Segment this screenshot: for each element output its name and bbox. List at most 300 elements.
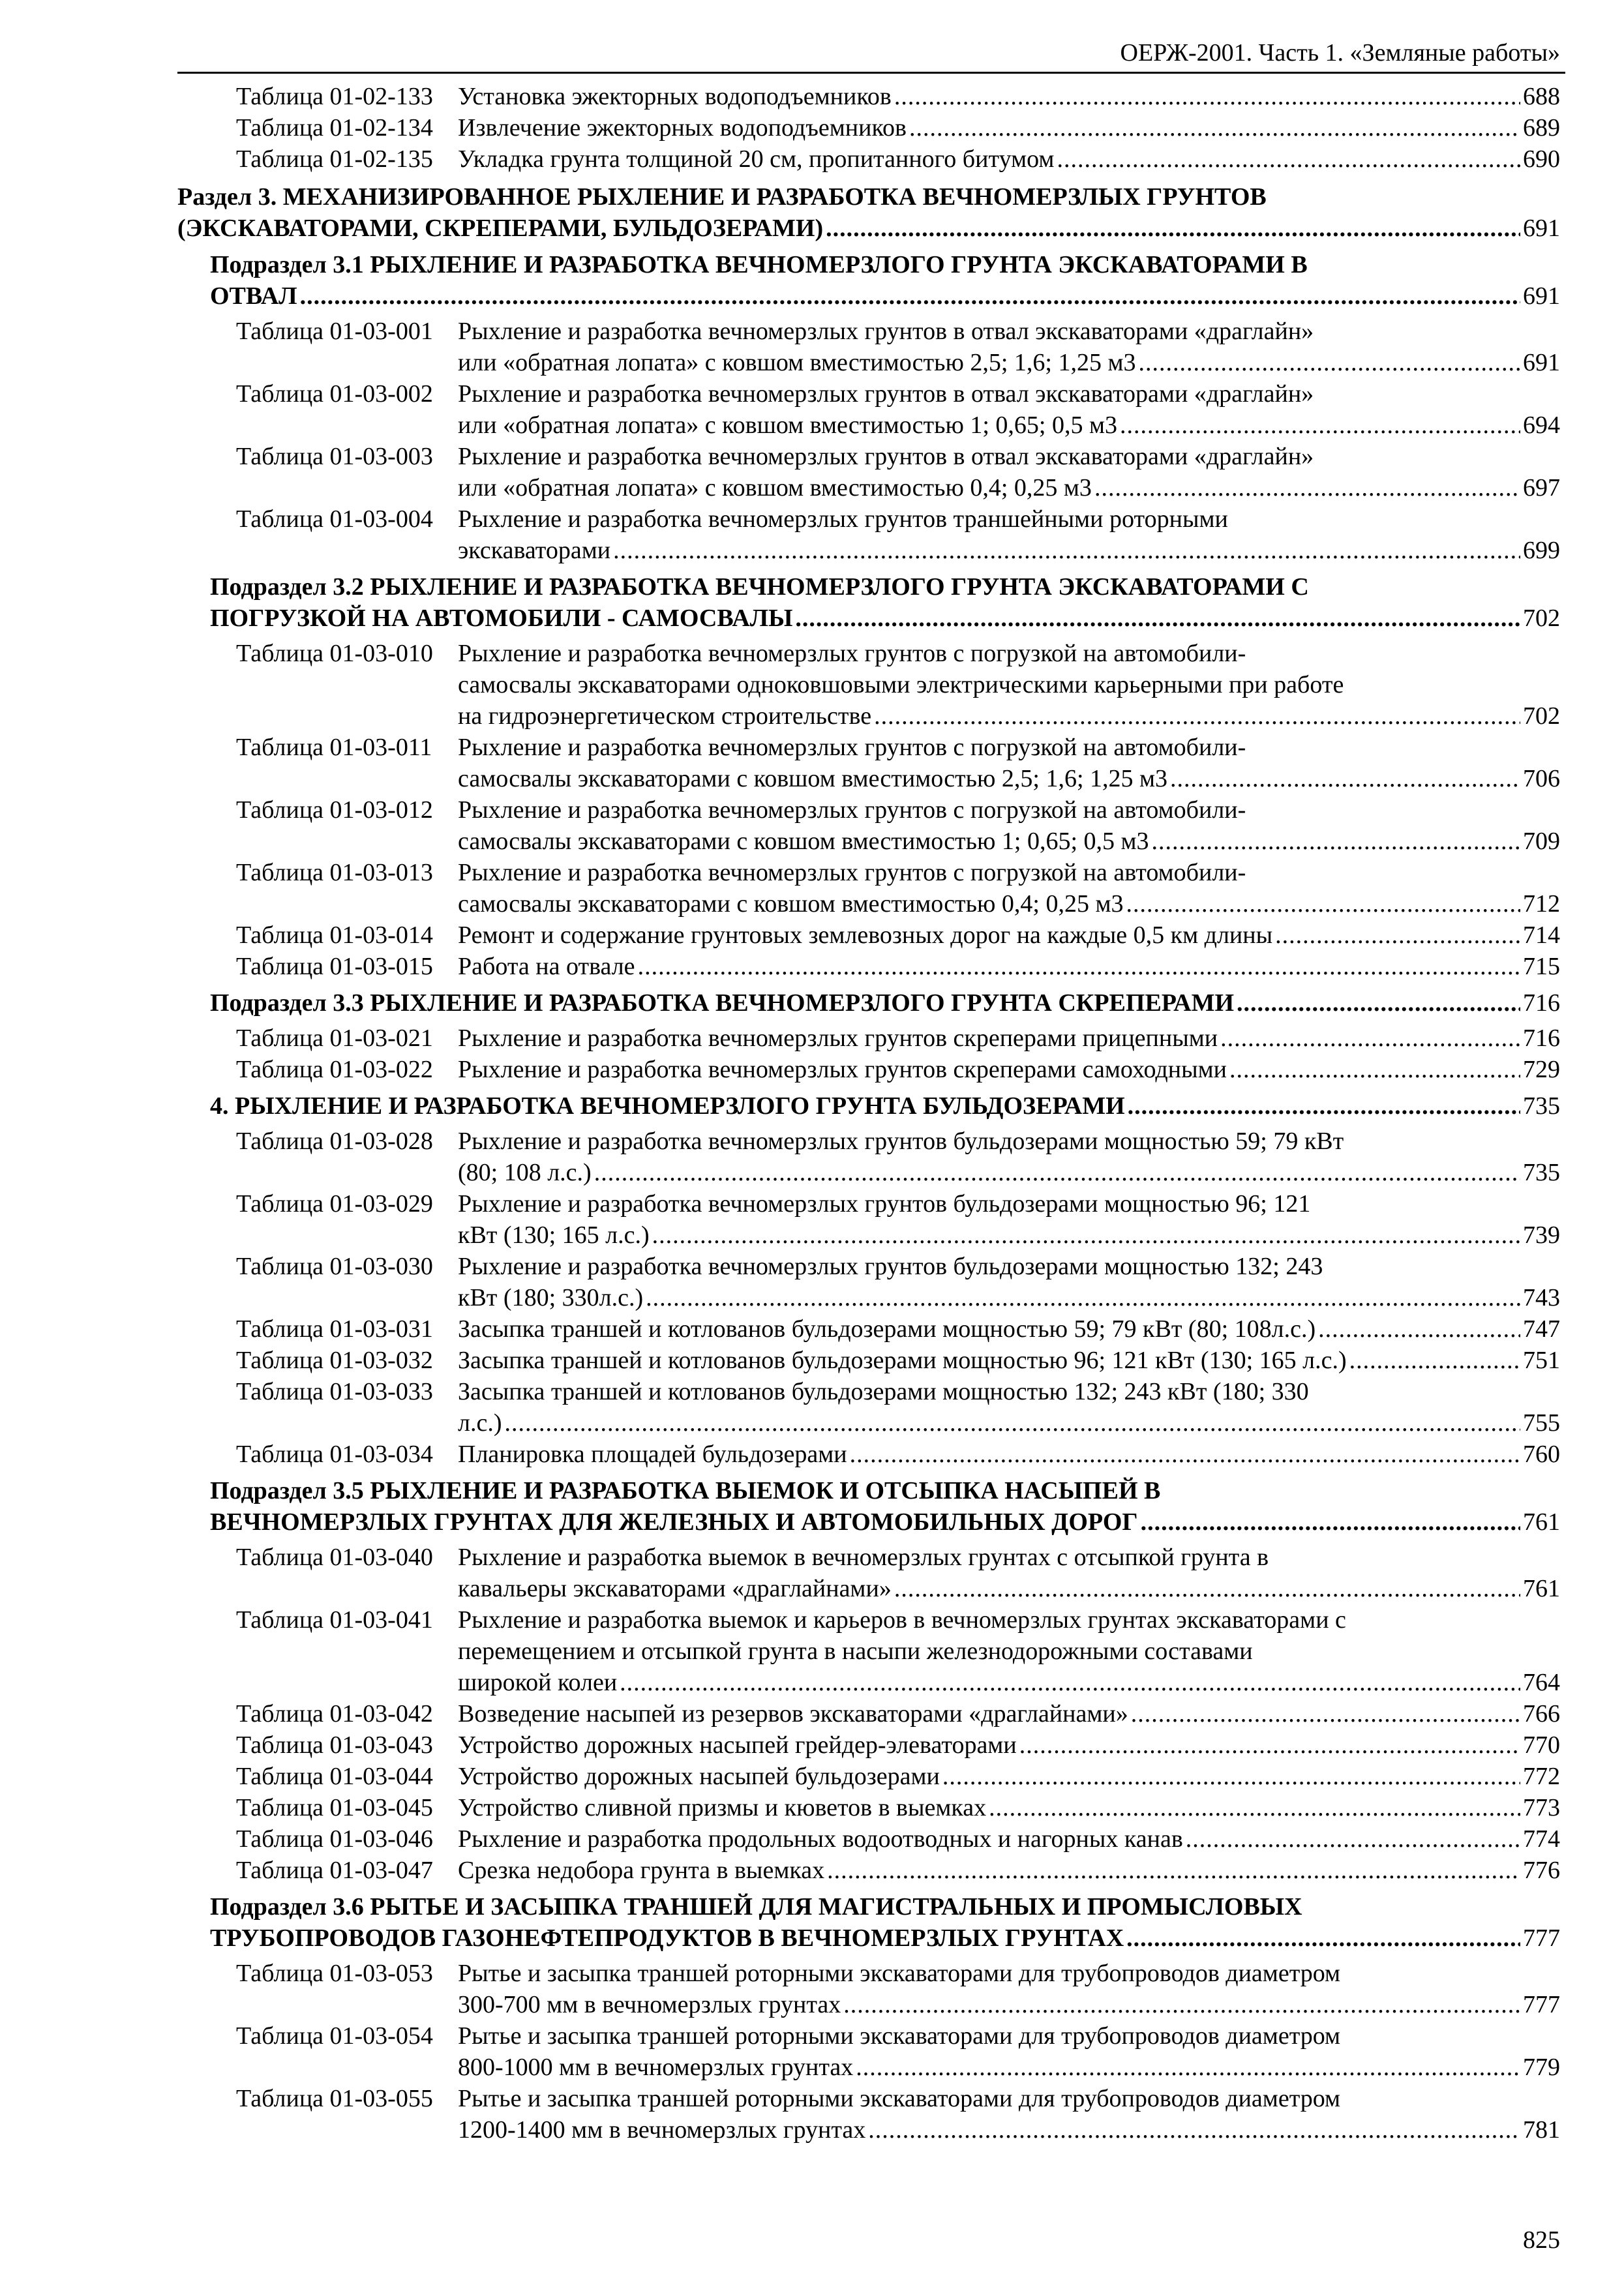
toc-text: экскаваторами: [458, 537, 611, 564]
toc-line: [458, 1407, 1560, 1439]
dot-leader: [1237, 987, 1520, 1019]
toc-text: Устройство дорожных насыпей грейдер-элеваторами: [458, 1731, 1017, 1759]
toc-text: Засыпка траншей и котлованов бульдозерами мощностью 59; 79 кВт (80; 108л.с.): [458, 1315, 1316, 1343]
toc-subsection-heading[interactable]: [177, 1891, 1560, 1954]
table-code: Таблица 01-03-012: [236, 796, 433, 824]
toc-page-number: 751: [1523, 1347, 1560, 1374]
toc-line: [458, 2083, 1560, 2114]
toc-line: [458, 920, 1560, 951]
toc-page-number: 689: [1523, 114, 1560, 142]
toc-text: л.с.): [458, 1409, 502, 1437]
table-code: Таблица 01-03-003: [236, 443, 433, 470]
toc-table-entry[interactable]: [177, 732, 1560, 794]
dot-leader: [1170, 763, 1520, 794]
toc-page-number: 729: [1523, 1056, 1560, 1083]
toc-line: [458, 1989, 1560, 2020]
toc-line: [458, 732, 1560, 763]
dot-leader: [300, 280, 1520, 312]
dot-leader: [1131, 1698, 1520, 1729]
table-code: Таблица 01-03-015: [236, 953, 433, 980]
toc-line: [458, 1542, 1560, 1573]
toc-page-number: 714: [1523, 921, 1560, 949]
toc-table-entry[interactable]: [177, 1345, 1560, 1376]
toc-text: ПОГРУЗКОЙ НА АВТОМОБИЛИ - САМОСВАЛЫ: [210, 605, 793, 632]
table-title: [458, 112, 1560, 143]
table-title: [458, 143, 1560, 175]
toc-line: [458, 826, 1560, 857]
dot-leader: [856, 2052, 1520, 2083]
toc-line: [458, 1313, 1560, 1345]
table-title: [458, 794, 1560, 857]
toc-table-entry[interactable]: [177, 1313, 1560, 1345]
toc-line: [210, 1475, 1560, 1506]
toc-page-number: 691: [1523, 215, 1560, 242]
table-title: [458, 1855, 1560, 1886]
dot-leader: [1120, 410, 1520, 441]
toc-page-number: 743: [1523, 1284, 1560, 1311]
toc-table-entry[interactable]: [177, 1698, 1560, 1729]
table-title: [458, 1376, 1560, 1439]
dot-leader: [942, 1761, 1520, 1792]
dot-leader: [1128, 1090, 1520, 1122]
dot-leader: [1094, 472, 1520, 503]
toc-text: Рытье и засыпка траншей роторными экскаваторами для трубопроводов диаметром: [458, 2085, 1341, 2112]
toc-text: Рыхление и разработка вечномерзлых грунтов в отвал экскаваторами «драглайн»: [458, 380, 1314, 408]
toc-line: [458, 143, 1560, 175]
toc-line: [458, 1761, 1560, 1792]
dot-leader: [843, 1989, 1520, 2020]
toc-subsection-heading[interactable]: [177, 987, 1560, 1019]
toc-subsection-heading[interactable]: [177, 1090, 1560, 1122]
toc-table-entry[interactable]: [177, 1188, 1560, 1251]
toc-section-heading[interactable]: [177, 181, 1560, 244]
toc-page-number: 702: [1523, 702, 1560, 730]
toc-text: или «обратная лопата» с ковшом вместимостью 0,4; 0,25 м3: [458, 474, 1092, 501]
table-title: [458, 1023, 1560, 1054]
table-title: [458, 378, 1560, 441]
table-title: [458, 503, 1560, 566]
table-title: [458, 732, 1560, 794]
toc-line: [458, 378, 1560, 410]
dot-leader: [826, 213, 1520, 244]
table-code: Таблица 01-03-021: [236, 1025, 433, 1052]
toc-text: Рыхление и разработка выемок в вечномерзлых грунтах с отсыпкой грунта в: [458, 1544, 1269, 1571]
toc-subsection-heading[interactable]: [177, 571, 1560, 634]
toc-page-number: 773: [1523, 1794, 1560, 1821]
toc-text: 4. РЫХЛЕНИЕ И РАЗРАБОТКА ВЕЧНОМЕРЗЛОГО ГРУНТА БУЛЬДОЗЕРАМИ: [210, 1092, 1125, 1120]
toc-page-number: 691: [1523, 282, 1560, 310]
dot-leader: [1126, 888, 1521, 920]
toc-text: Устройство сливной призмы и кюветов в выемках: [458, 1794, 987, 1821]
toc-text: Подраздел 3.1 РЫХЛЕНИЕ И РАЗРАБОТКА ВЕЧНОМЕРЗЛОГО ГРУНТА ЭКСКАВАТОРАМИ В: [210, 251, 1308, 278]
toc-text: 800-1000 мм в вечномерзлых грунтах: [458, 2054, 854, 2081]
table-title: [458, 1439, 1560, 1470]
running-header: ОЕРЖ-2001. Часть 1. «Земляные работы»: [1120, 39, 1560, 67]
toc-page-number: 716: [1523, 989, 1560, 1017]
toc-line: [458, 1573, 1560, 1604]
toc-table-entry[interactable]: [177, 2083, 1560, 2146]
toc-text: самосвалы экскаваторами с ковшом вместимостью 2,5; 1,6; 1,25 м3: [458, 765, 1168, 792]
dot-leader: [894, 1573, 1520, 1604]
table-code: Таблица 01-03-046: [236, 1825, 433, 1853]
toc-page-number: 755: [1523, 1409, 1560, 1437]
toc-line: [210, 571, 1560, 603]
toc-line: [210, 1090, 1560, 1122]
toc-line: [458, 1023, 1560, 1054]
toc-line: [458, 1855, 1560, 1886]
toc-page-number: 779: [1523, 2054, 1560, 2081]
toc-line: [458, 1439, 1560, 1470]
header-rule: [177, 72, 1565, 74]
toc-table-entry[interactable]: [177, 638, 1560, 732]
table-title: [458, 2020, 1560, 2083]
toc-text: перемещением и отсыпкой грунта в насыпи железнодорожными составами: [458, 1638, 1253, 1665]
toc-text: Устройство дорожных насыпей бульдозерами: [458, 1763, 940, 1790]
table-title: [458, 1054, 1560, 1085]
toc-table-entry[interactable]: [177, 1126, 1560, 1188]
toc-text: Рыхление и разработка вечномерзлых грунтов с погрузкой на автомобили-: [458, 796, 1246, 824]
table-title: [458, 857, 1560, 920]
toc-table-entry[interactable]: [177, 1054, 1560, 1085]
toc-line: [458, 410, 1560, 441]
table-code: Таблица 01-03-014: [236, 921, 433, 949]
toc-table-entry[interactable]: [177, 81, 1560, 112]
toc-line: [458, 2020, 1560, 2052]
toc-line: [458, 638, 1560, 669]
page-number: 825: [1523, 2226, 1560, 2254]
dot-leader: [909, 112, 1520, 143]
toc-table-entry[interactable]: [177, 951, 1560, 982]
dot-leader: [1220, 1023, 1520, 1054]
toc-text: Рыхление и разработка вечномерзлых грунтов скреперами прицепными: [458, 1025, 1218, 1052]
toc-page-number: 781: [1523, 2116, 1560, 2144]
dot-leader: [1275, 920, 1520, 951]
toc-line: [210, 603, 1560, 634]
toc-line: [458, 1729, 1560, 1761]
toc-text: Укладка грунта толщиной 20 см, пропитанного битумом: [458, 145, 1055, 173]
table-code: Таблица 01-03-031: [236, 1315, 433, 1343]
toc-subsection-heading[interactable]: [177, 1475, 1560, 1538]
table-title: [458, 1729, 1560, 1761]
toc-table-entry[interactable]: [177, 920, 1560, 951]
dot-leader: [868, 2114, 1520, 2146]
toc-line: [210, 1922, 1560, 1954]
toc-page-number: 760: [1523, 1441, 1560, 1468]
toc-text: на гидроэнергетическом строительстве: [458, 702, 872, 730]
toc-text: кавальеры экскаваторами «драглайнами»: [458, 1575, 892, 1602]
toc-page-number: 735: [1523, 1092, 1560, 1120]
toc-table-entry[interactable]: [177, 1542, 1560, 1604]
table-title: [458, 951, 1560, 982]
table-title: [458, 1761, 1560, 1792]
dot-leader: [1057, 143, 1520, 175]
table-code: Таблица 01-03-053: [236, 1960, 433, 1987]
toc-page-number: 747: [1523, 1315, 1560, 1343]
toc-line: [458, 700, 1560, 732]
toc-page-number: 766: [1523, 1700, 1560, 1728]
toc-page-number: 715: [1523, 953, 1560, 980]
toc-text: Рыхление и разработка вечномерзлых грунтов скреперами самоходными: [458, 1056, 1227, 1083]
dot-leader: [1141, 1506, 1520, 1538]
table-code: Таблица 01-03-045: [236, 1794, 433, 1821]
toc-line: [458, 888, 1560, 920]
dot-leader: [646, 1282, 1520, 1313]
toc-line: [458, 1636, 1560, 1667]
dot-leader: [652, 1219, 1520, 1251]
toc-text: 1200-1400 мм в вечномерзлых грунтах: [458, 2116, 866, 2144]
toc-text: Рыхление и разработка вечномерзлых грунтов бульдозерами мощностью 59; 79 кВт: [458, 1128, 1344, 1155]
dot-leader: [1139, 347, 1521, 378]
table-code: Таблица 01-03-034: [236, 1441, 433, 1468]
dot-leader: [874, 700, 1520, 732]
toc-table-entry[interactable]: [177, 1376, 1560, 1439]
table-code: Таблица 01-03-004: [236, 505, 433, 533]
table-title: [458, 1958, 1560, 2020]
toc-text: Рыхление и разработка вечномерзлых грунтов с погрузкой на автомобили-: [458, 859, 1246, 886]
toc-page-number: 739: [1523, 1221, 1560, 1249]
toc-page-number: 697: [1523, 474, 1560, 501]
dot-leader: [504, 1407, 1520, 1439]
toc-text: Рыхление и разработка вечномерзлых грунтов бульдозерами мощностью 132; 243: [458, 1253, 1323, 1280]
toc-line: [210, 1891, 1560, 1922]
toc-table-entry[interactable]: [177, 378, 1560, 441]
toc-line: [458, 857, 1560, 888]
toc-line: [458, 1958, 1560, 1989]
toc-page-number: 735: [1523, 1159, 1560, 1186]
table-title: [458, 1792, 1560, 1823]
toc-line: [458, 441, 1560, 472]
toc-line: [177, 181, 1560, 213]
toc-table-entry[interactable]: [177, 1792, 1560, 1823]
toc-text: Рытье и засыпка траншей роторными экскаваторами для трубопроводов диаметром: [458, 1960, 1341, 1987]
toc-page-number: 709: [1523, 828, 1560, 855]
toc-table-entry[interactable]: [177, 1729, 1560, 1761]
toc-table-entry[interactable]: [177, 857, 1560, 920]
table-title: [458, 316, 1560, 378]
table-title: [458, 1823, 1560, 1855]
toc-table-entry[interactable]: [177, 1958, 1560, 2020]
table-code: Таблица 01-02-135: [236, 145, 433, 173]
table-title: [458, 1313, 1560, 1345]
toc-text: Срезка недобора грунта в выемках: [458, 1857, 825, 1884]
toc-text: или «обратная лопата» с ковшом вместимостью 2,5; 1,6; 1,25 м3: [458, 349, 1136, 376]
dot-leader: [1186, 1823, 1520, 1855]
toc-line: [458, 1282, 1560, 1313]
toc-text: Рыхление и разработка продольных водоотводных и нагорных канав: [458, 1825, 1183, 1853]
toc-text: самосвалы экскаваторами с ковшом вместимостью 1; 0,65; 0,5 м3: [458, 828, 1149, 855]
toc-line: [458, 503, 1560, 535]
dot-leader: [989, 1792, 1520, 1823]
toc-line: [458, 347, 1560, 378]
dot-leader: [594, 1157, 1520, 1188]
dot-leader: [894, 81, 1520, 112]
toc-table-entry[interactable]: [177, 1604, 1560, 1698]
toc-text: Рыхление и разработка вечномерзлых грунтов с погрузкой на автомобили-: [458, 734, 1246, 761]
toc-text: Ремонт и содержание грунтовых землевозных дорог на каждые 0,5 км длины: [458, 921, 1273, 949]
toc-page-number: 776: [1523, 1857, 1560, 1884]
dot-leader: [1152, 826, 1520, 857]
toc-text: (ЭКСКАВАТОРАМИ, СКРЕПЕРАМИ, БУЛЬДОЗЕРАМИ): [177, 215, 824, 242]
toc-page-number: 777: [1523, 1991, 1560, 2018]
table-title: [458, 1542, 1560, 1604]
toc-text: самосвалы экскаваторами одноковшовыми электрическими карьерными при работе: [458, 671, 1344, 698]
toc-page-number: 761: [1523, 1575, 1560, 1602]
table-code: Таблица 01-03-013: [236, 859, 433, 886]
toc-line: [458, 1667, 1560, 1698]
table-title: [458, 1251, 1560, 1313]
toc-line: [458, 1157, 1560, 1188]
toc-line: [458, 1345, 1560, 1376]
toc-line: [210, 1506, 1560, 1538]
table-title: [458, 638, 1560, 732]
toc-line: [458, 669, 1560, 700]
toc-text: Подраздел 3.5 РЫХЛЕНИЕ И РАЗРАБОТКА ВЫЕМОК И ОТСЫПКА НАСЫПЕЙ В: [210, 1477, 1161, 1504]
toc-line: [458, 763, 1560, 794]
toc-line: [458, 951, 1560, 982]
toc-text: ВЕЧНОМЕРЗЛЫХ ГРУНТАХ ДЛЯ ЖЕЛЕЗНЫХ И АВТОМОБИЛЬНЫХ ДОРОГ: [210, 1508, 1138, 1536]
toc-subsection-heading[interactable]: [177, 249, 1560, 312]
toc-text: кВт (180; 330л.с.): [458, 1284, 644, 1311]
toc-text: Рыхление и разработка вечномерзлых грунтов бульдозерами мощностью 96; 121: [458, 1190, 1311, 1218]
toc-table-entry[interactable]: [177, 1823, 1560, 1855]
table-code: Таблица 01-02-134: [236, 114, 433, 142]
toc-line: [458, 1054, 1560, 1085]
table-code: Таблица 01-03-041: [236, 1606, 433, 1634]
toc-line: [458, 316, 1560, 347]
toc-line: [458, 1792, 1560, 1823]
toc-line: [458, 1251, 1560, 1282]
dot-leader: [850, 1439, 1520, 1470]
toc-page-number: 716: [1523, 1025, 1560, 1052]
toc-line: [210, 280, 1560, 312]
table-title: [458, 1604, 1560, 1698]
toc-text: кВт (130; 165 л.с.): [458, 1221, 650, 1249]
toc-table-entry[interactable]: [177, 1439, 1560, 1470]
toc-table-entry[interactable]: [177, 503, 1560, 566]
table-code: Таблица 01-03-028: [236, 1128, 433, 1155]
toc-line: [458, 472, 1560, 503]
toc-table-entry[interactable]: [177, 1761, 1560, 1792]
toc-text: Возведение насыпей из резервов экскаваторами «драглайнами»: [458, 1700, 1128, 1728]
toc-text: Рыхление и разработка вечномерзлых грунтов в отвал экскаваторами «драглайн»: [458, 443, 1314, 470]
toc-text: Установка эжекторных водоподъемников: [458, 83, 892, 110]
toc-text: широкой колеи: [458, 1669, 618, 1696]
toc-page-number: 691: [1523, 349, 1560, 376]
toc-text: ТРУБОПРОВОДОВ ГАЗОНЕФТЕПРОДУКТОВ В ВЕЧНОМЕРЗЛЫХ ГРУНТАХ: [210, 1924, 1124, 1952]
table-title: [458, 920, 1560, 951]
table-title: [458, 1345, 1560, 1376]
toc-page-number: 688: [1523, 83, 1560, 110]
dot-leader: [620, 1667, 1520, 1698]
toc-table-entry[interactable]: [177, 1023, 1560, 1054]
dot-leader: [1019, 1729, 1520, 1761]
toc-page-number: 764: [1523, 1669, 1560, 1696]
toc-page-number: 694: [1523, 411, 1560, 439]
table-title: [458, 1698, 1560, 1729]
table-code: Таблица 01-03-011: [236, 734, 432, 761]
toc-table-entry[interactable]: [177, 441, 1560, 503]
table-code: Таблица 01-03-010: [236, 640, 433, 667]
toc-line: [458, 2052, 1560, 2083]
table-code: Таблица 01-03-001: [236, 318, 433, 345]
toc-text: Рытье и засыпка траншей роторными экскаваторами для трубопроводов диаметром: [458, 2022, 1341, 2050]
toc-table-entry[interactable]: [177, 1251, 1560, 1313]
toc-page-number: 772: [1523, 1763, 1560, 1790]
toc-page-number: 702: [1523, 605, 1560, 632]
toc-page-number: 770: [1523, 1731, 1560, 1759]
table-code: Таблица 01-03-043: [236, 1731, 433, 1759]
toc-page-number: 712: [1523, 890, 1560, 918]
toc-line: [458, 794, 1560, 826]
toc-table-entry[interactable]: [177, 112, 1560, 143]
toc-table-entry[interactable]: [177, 794, 1560, 857]
toc-table-entry[interactable]: [177, 2020, 1560, 2083]
dot-leader: [1349, 1345, 1520, 1376]
toc-line: [458, 112, 1560, 143]
toc-text: Работа на отвале: [458, 953, 635, 980]
toc-line: [458, 1604, 1560, 1636]
toc-line: [458, 1219, 1560, 1251]
table-code: Таблица 01-03-030: [236, 1253, 433, 1280]
toc-text: Рыхление и разработка вечномерзлых грунтов с погрузкой на автомобили-: [458, 640, 1246, 667]
dot-leader: [1318, 1313, 1520, 1345]
table-code: Таблица 01-03-040: [236, 1544, 433, 1571]
toc-line: [177, 213, 1560, 244]
toc-text: Извлечение эжекторных водоподъемников: [458, 114, 907, 142]
table-title: [458, 1188, 1560, 1251]
toc-line: [458, 1698, 1560, 1729]
toc-page-number: 699: [1523, 537, 1560, 564]
table-code: Таблица 01-02-133: [236, 83, 433, 110]
toc-text: Засыпка траншей и котлованов бульдозерами мощностью 132; 243 кВт (180; 330: [458, 1378, 1309, 1405]
toc-text: Подраздел 3.3 РЫХЛЕНИЕ И РАЗРАБОТКА ВЕЧНОМЕРЗЛОГО ГРУНТА СКРЕПЕРАМИ: [210, 989, 1235, 1017]
table-code: Таблица 01-03-033: [236, 1378, 433, 1405]
toc-table-entry[interactable]: [177, 143, 1560, 175]
toc-text: Рыхление и разработка выемок и карьеров в вечномерзлых грунтах экскаваторами с: [458, 1606, 1346, 1634]
toc-table-entry[interactable]: [177, 316, 1560, 378]
table-title: [458, 81, 1560, 112]
toc-text: или «обратная лопата» с ковшом вместимостью 1; 0,65; 0,5 м3: [458, 411, 1117, 439]
table-code: Таблица 01-03-054: [236, 2022, 433, 2050]
table-of-contents: [177, 77, 1560, 2146]
toc-text: Рыхление и разработка вечномерзлых грунтов траншейными роторными: [458, 505, 1228, 533]
toc-page-number: 777: [1523, 1924, 1560, 1952]
dot-leader: [638, 951, 1520, 982]
toc-page-number: 761: [1523, 1508, 1560, 1536]
dot-leader: [613, 535, 1520, 566]
toc-line: [210, 249, 1560, 280]
table-code: Таблица 01-03-047: [236, 1857, 433, 1884]
table-title: [458, 1126, 1560, 1188]
table-code: Таблица 01-03-032: [236, 1347, 433, 1374]
table-title: [458, 2083, 1560, 2146]
toc-text: Подраздел 3.6 РЫТЬЕ И ЗАСЫПКА ТРАНШЕЙ ДЛЯ МАГИСТРАЛЬНЫХ И ПРОМЫСЛОВЫХ: [210, 1893, 1302, 1921]
dot-leader: [1229, 1054, 1520, 1085]
table-code: Таблица 01-03-055: [236, 2085, 433, 2112]
toc-text: Рыхление и разработка вечномерзлых грунтов в отвал экскаваторами «драглайн»: [458, 318, 1314, 345]
toc-line: [458, 535, 1560, 566]
toc-page-number: 774: [1523, 1825, 1560, 1853]
toc-page-number: 690: [1523, 145, 1560, 173]
toc-text: Планировка площадей бульдозерами: [458, 1441, 847, 1468]
toc-line: [458, 1376, 1560, 1407]
toc-text: Раздел 3. МЕХАНИЗИРОВАННОЕ РЫХЛЕНИЕ И РАЗРАБОТКА ВЕЧНОМЕРЗЛЫХ ГРУНТОВ: [177, 183, 1267, 211]
table-code: Таблица 01-03-022: [236, 1056, 433, 1083]
toc-text: 300-700 мм в вечномерзлых грунтах: [458, 1991, 841, 2018]
toc-text: Засыпка траншей и котлованов бульдозерами мощностью 96; 121 кВт (130; 165 л.с.): [458, 1347, 1347, 1374]
table-code: Таблица 01-03-044: [236, 1763, 433, 1790]
toc-table-entry[interactable]: [177, 1855, 1560, 1886]
